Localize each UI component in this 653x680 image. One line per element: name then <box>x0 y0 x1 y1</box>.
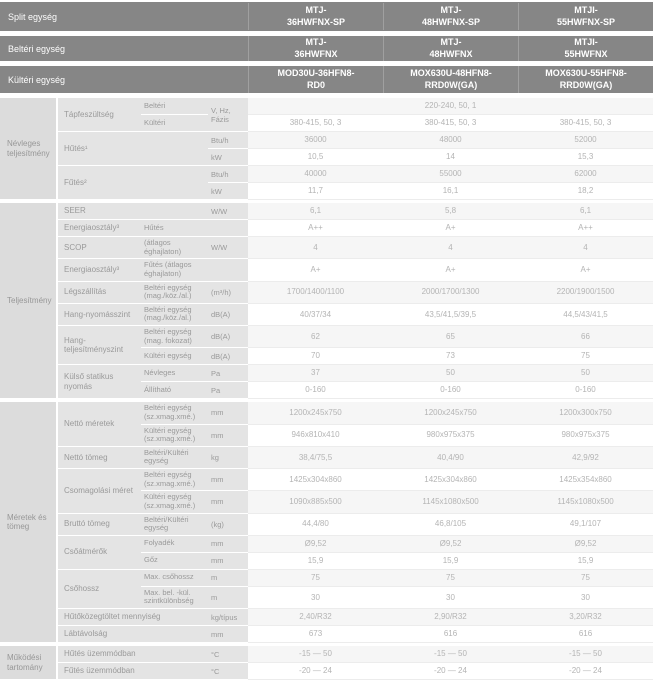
unit-label: m <box>208 569 248 586</box>
spec-value: 980x975x375 <box>383 424 518 446</box>
spec-value: 1145x1080x500 <box>518 491 653 513</box>
table-row <box>0 98 653 115</box>
spec-value: 48000 <box>383 132 518 149</box>
spec-value: 40,4/90 <box>383 446 518 468</box>
spec-sublabel: (átlagos éghajlaton) <box>141 237 208 259</box>
unit-label: °C <box>208 646 248 663</box>
spec-value: 75 <box>518 569 653 586</box>
table-row <box>0 220 653 237</box>
unit-label: mm <box>208 402 248 424</box>
spec-value: 3,20/R32 <box>518 609 653 626</box>
spec-sublabel: Állítható <box>141 382 208 399</box>
spec-value: 15,9 <box>518 552 653 569</box>
spec-label: Fűtés üzemmódban <box>57 663 208 680</box>
spec-value: 16,1 <box>383 183 518 200</box>
spec-value: 30 <box>518 586 653 608</box>
model-name: MTJ- 48HWFNX <box>383 35 518 62</box>
spec-value: 30 <box>383 586 518 608</box>
spec-value: 15,9 <box>383 552 518 569</box>
spec-value: A++ <box>248 220 383 237</box>
spec-sublabel: Beltéri egység (mag./köz./al.) <box>141 281 208 303</box>
spec-value: 52000 <box>518 132 653 149</box>
spec-value: 70 <box>248 348 383 365</box>
spec-value: 14 <box>383 149 518 166</box>
spec-sublabel: Kültéri <box>141 115 208 132</box>
model-name: MTJ- 48HWFNX-SP <box>383 3 518 30</box>
table-row <box>0 166 653 183</box>
spec-value: -20 — 24 <box>383 663 518 680</box>
unit-label: Pa <box>208 382 248 399</box>
spec-value: 0-160 <box>248 382 383 399</box>
unit-label: Pa <box>208 365 248 382</box>
spec-value: 1200x245x750 <box>383 402 518 424</box>
spec-sublabel: Kültéri egység <box>141 348 208 365</box>
model-name: MOX630U-48HFN8- RRD0W(GA) <box>383 66 518 93</box>
model-name: MTJ- 36HWFNX-SP <box>248 3 383 30</box>
model-name: MTJ- 36HWFNX <box>248 35 383 62</box>
spec-value: 380-415, 50, 3 <box>383 115 518 132</box>
spec-value: 0-160 <box>383 382 518 399</box>
unit-label: m <box>208 586 248 608</box>
spec-sublabel: Max. csőhossz <box>141 569 208 586</box>
spec-value: Ø9,52 <box>518 535 653 552</box>
spec-value: 946x810x410 <box>248 424 383 446</box>
header-bar-label: Beltéri egység <box>8 43 66 54</box>
spec-sublabel: Beltéri <box>141 98 208 115</box>
unit-label <box>208 259 248 281</box>
spec-value: 673 <box>248 626 383 643</box>
spec-label: Energiaosztály³ <box>57 220 141 237</box>
spec-table <box>0 98 653 680</box>
spec-value: 43,5/41,5/39,5 <box>383 303 518 325</box>
spec-sublabel: Beltéri egység (sz.xmag.xmé.) <box>141 469 208 491</box>
spec-label: Légszállítás <box>57 281 141 303</box>
table-row <box>0 259 653 281</box>
spec-value: 2000/1700/1300 <box>383 281 518 303</box>
spec-sublabel: Beltéri egység (mag./köz./al.) <box>141 303 208 325</box>
spec-value: -20 — 24 <box>518 663 653 680</box>
spec-sublabel: Fűtés (átlagos éghajlaton) <box>141 259 208 281</box>
table-row <box>0 446 653 468</box>
spec-value: 1700/1400/1100 <box>248 281 383 303</box>
spec-value: 2,90/R32 <box>383 609 518 626</box>
unit-label: W/W <box>208 203 248 220</box>
spec-value: 5,8 <box>383 203 518 220</box>
spec-value: -15 — 50 <box>518 646 653 663</box>
section-label: Teljesítmény <box>0 203 57 399</box>
spec-label: SCOP <box>57 237 141 259</box>
spec-value: 44,5/43/41,5 <box>518 303 653 325</box>
spec-value: -20 — 24 <box>248 663 383 680</box>
spec-value: 62 <box>248 326 383 348</box>
unit-label: mm <box>208 469 248 491</box>
spec-value: 0-160 <box>518 382 653 399</box>
spec-value: 616 <box>383 626 518 643</box>
spec-sublabel: Beltéri/Kültéri egység <box>141 513 208 535</box>
spec-value: 1425x354x860 <box>518 469 653 491</box>
header-bar-split-unit <box>0 2 653 31</box>
spec-label: Bruttó tömeg <box>57 513 141 535</box>
spec-value: 1200x300x750 <box>518 402 653 424</box>
table-row <box>0 535 653 552</box>
spec-value: 380-415, 50, 3 <box>518 115 653 132</box>
header-bar-label: Kültéri egység <box>8 74 66 85</box>
spec-value: 2200/1900/1500 <box>518 281 653 303</box>
spec-sublabel: Beltéri egység (sz.xmag.xmé.) <box>141 402 208 424</box>
spec-value: 44,4/80 <box>248 513 383 535</box>
spec-value: 55000 <box>383 166 518 183</box>
spec-sublabel: Beltéri egység (mag. fokozat) <box>141 326 208 348</box>
spec-value: -15 — 50 <box>248 646 383 663</box>
spec-label: Hűtés üzemmódban <box>57 646 208 663</box>
unit-label: (m³/h) <box>208 281 248 303</box>
spec-value: 40000 <box>248 166 383 183</box>
spec-label: Tápfeszültség <box>57 98 141 132</box>
table-row <box>0 402 653 424</box>
model-name: MOX630U-55HFN8- RRD0W(GA) <box>518 66 653 93</box>
spec-sublabel: Beltéri/Kültéri egység <box>141 446 208 468</box>
model-name: MOD30U-36HFN8- RD0 <box>248 66 383 93</box>
spec-label: Energiaosztály³ <box>57 259 141 281</box>
unit-label: Btu/h <box>208 132 248 149</box>
spec-value: 73 <box>383 348 518 365</box>
spec-value: 4 <box>518 237 653 259</box>
spec-sublabel: Kültéri egység (sz.xmag.xmé.) <box>141 491 208 513</box>
spec-value: 4 <box>248 237 383 259</box>
table-row <box>0 326 653 348</box>
spec-value: 1200x245x750 <box>248 402 383 424</box>
section-label: Névleges teljesítmény <box>0 98 57 200</box>
spec-value: A++ <box>518 220 653 237</box>
spec-value: 380-415, 50, 3 <box>248 115 383 132</box>
spec-value: 2,40/R32 <box>248 609 383 626</box>
spec-value: 616 <box>518 626 653 643</box>
unit-label: Btu/h <box>208 166 248 183</box>
spec-value: 66 <box>518 326 653 348</box>
spec-value: 75 <box>248 569 383 586</box>
table-row <box>0 646 653 663</box>
spec-value: 30 <box>248 586 383 608</box>
unit-label: (kg) <box>208 513 248 535</box>
spec-label: Csőátmérők <box>57 535 141 569</box>
spec-value: A+ <box>383 220 518 237</box>
spec-label: Hang-teljesítményszint <box>57 326 141 365</box>
spec-value: 36000 <box>248 132 383 149</box>
table-row <box>0 569 653 586</box>
unit-label: dB(A) <box>208 303 248 325</box>
spec-label: SEER <box>57 203 208 220</box>
spec-sublabel: Hűtés <box>141 220 208 237</box>
spec-value: 4 <box>383 237 518 259</box>
unit-label: mm <box>208 424 248 446</box>
unit-label: kg/típus <box>208 609 248 626</box>
spec-value: 75 <box>518 348 653 365</box>
spec-label: Lábtávolság <box>57 626 208 643</box>
table-row <box>0 203 653 220</box>
spec-value: 49,1/107 <box>518 513 653 535</box>
spec-value: 40/37/34 <box>248 303 383 325</box>
unit-label: W/W <box>208 237 248 259</box>
table-row <box>0 237 653 259</box>
spec-value: 46,8/105 <box>383 513 518 535</box>
table-row <box>0 609 653 626</box>
section-label: Méretek és tömeg <box>0 402 57 642</box>
spec-label: Nettó tömeg <box>57 446 141 468</box>
spec-sublabel: Kültéri egység (sz.xmag.xmé.) <box>141 424 208 446</box>
spec-value: 42,9/92 <box>518 446 653 468</box>
unit-label <box>208 220 248 237</box>
spec-value: 1145x1080x500 <box>383 491 518 513</box>
spec-label: Csomagolási méret <box>57 469 141 514</box>
spec-value: 11,7 <box>248 183 383 200</box>
spec-label: Hang-nyomásszint <box>57 303 141 325</box>
table-row <box>0 281 653 303</box>
unit-label: mm <box>208 626 248 643</box>
model-header <box>0 2 653 93</box>
unit-label: V, Hz, Fázis <box>208 98 248 132</box>
spec-value: 6,1 <box>518 203 653 220</box>
table-row <box>0 663 653 680</box>
spec-label: Nettó méretek <box>57 402 141 446</box>
spec-sublabel: Max. bel. -kül. szintkülönbség <box>141 586 208 608</box>
model-name: MTJI- 55HWFNX-SP <box>518 3 653 30</box>
spec-value: 65 <box>383 326 518 348</box>
spec-value: 37 <box>248 365 383 382</box>
spec-value: 18,2 <box>518 183 653 200</box>
unit-label: mm <box>208 491 248 513</box>
table-row <box>0 303 653 325</box>
table-row <box>0 365 653 382</box>
unit-label: mm <box>208 535 248 552</box>
table-row <box>0 626 653 643</box>
spec-value: A+ <box>383 259 518 281</box>
model-name: MTJI- 55HWFNX <box>518 35 653 62</box>
spec-value: 220-240, 50, 1 <box>248 98 653 115</box>
spec-value: 15,3 <box>518 149 653 166</box>
spec-sublabel: Gőz <box>141 552 208 569</box>
spec-label: Fűtés² <box>57 166 208 200</box>
spec-value: 38,4/75,5 <box>248 446 383 468</box>
spec-value: 980x975x375 <box>518 424 653 446</box>
spec-value: 1425x304x860 <box>248 469 383 491</box>
header-bar-outdoor-unit <box>0 66 653 93</box>
unit-label: mm <box>208 552 248 569</box>
spec-value: 1090x885x500 <box>248 491 383 513</box>
unit-label: °C <box>208 663 248 680</box>
spec-sublabel: Folyadék <box>141 535 208 552</box>
spec-value: 50 <box>518 365 653 382</box>
spec-value: A+ <box>248 259 383 281</box>
spec-value: A+ <box>518 259 653 281</box>
spec-value: 75 <box>383 569 518 586</box>
spec-value: 50 <box>383 365 518 382</box>
spec-value: 62000 <box>518 166 653 183</box>
spec-value: 6,1 <box>248 203 383 220</box>
spec-value: 1425x304x860 <box>383 469 518 491</box>
table-row <box>0 513 653 535</box>
spec-sublabel: Névleges <box>141 365 208 382</box>
section-label: Működési tartomány <box>0 646 57 680</box>
spec-value: 10,5 <box>248 149 383 166</box>
table-row <box>0 132 653 149</box>
spec-value: -15 — 50 <box>383 646 518 663</box>
unit-label: kW <box>208 183 248 200</box>
unit-label: dB(A) <box>208 326 248 348</box>
spec-value: Ø9,52 <box>383 535 518 552</box>
table-row <box>0 469 653 491</box>
spec-label: Hűtőközegtöltet mennyiség <box>57 609 208 626</box>
spec-label: Külső statikus nyomás <box>57 365 141 399</box>
spec-table-body <box>0 98 653 680</box>
spec-value: 15,9 <box>248 552 383 569</box>
unit-label: dB(A) <box>208 348 248 365</box>
unit-label: kW <box>208 149 248 166</box>
spec-label: Hűtés¹ <box>57 132 208 166</box>
spec-label: Csőhossz <box>57 569 141 608</box>
unit-label: kg <box>208 446 248 468</box>
header-bar-label: Split egység <box>8 11 58 22</box>
spec-value: Ø9,52 <box>248 535 383 552</box>
header-bar-indoor-unit <box>0 36 653 61</box>
